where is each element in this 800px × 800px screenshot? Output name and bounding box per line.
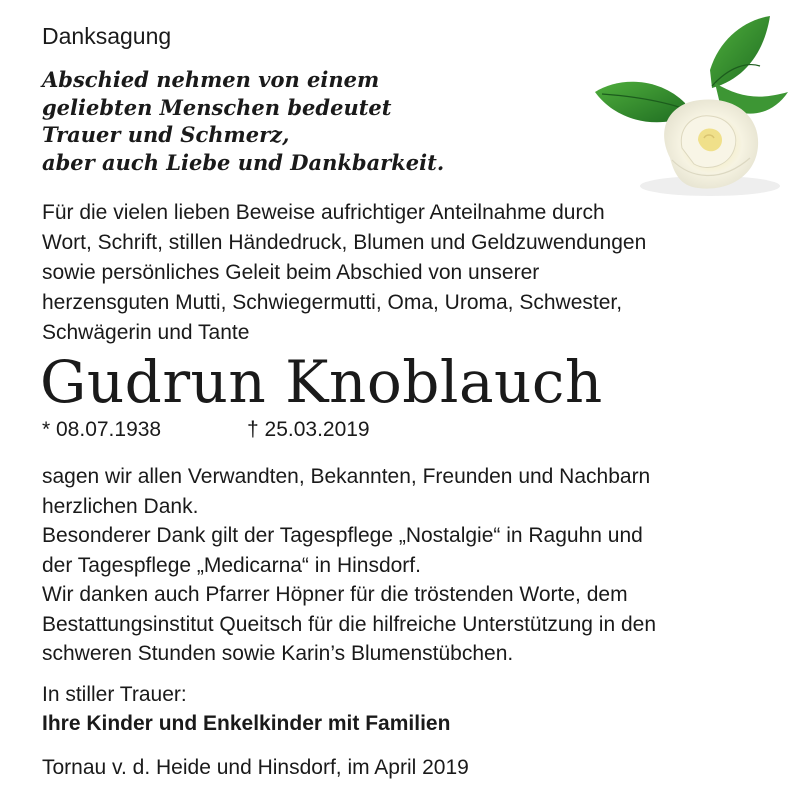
- intro-line: Für die vielen lieben Beweise aufrichtiger Anteilnahme durch: [42, 201, 605, 224]
- birth-date: * 08.07.1938: [42, 418, 162, 441]
- life-dates: [42, 416, 370, 444]
- intro-line: Wort, Schrift, stillen Händedruck, Blumen und Geldzuwendungen: [42, 231, 647, 254]
- body-line: Bestattungsinstitut Queitsch für die hilfreiche Unterstützung in den: [42, 612, 657, 636]
- white-rose-icon: [560, 8, 792, 204]
- deceased-name: Gudrun Knoblauch: [40, 348, 603, 416]
- body-line: Wir danken auch Pfarrer Höpner für die tröstenden Worte, dem: [42, 583, 628, 606]
- body-line: schweren Stunden sowie Karin’s Blumenstübchen.: [42, 642, 514, 665]
- intro-line: sowie persönliches Geleit beim Abschied von unserer: [42, 261, 540, 284]
- mourners: Ihre Kinder und Enkelkinder mit Familien: [42, 712, 451, 735]
- intro-line: herzensguten Mutti, Schwiegermutti, Oma, Uroma, Schwester,: [42, 291, 623, 314]
- body-line: herzlichen Dank.: [42, 494, 199, 518]
- place-and-date: Tornau v. d. Heide und Hinsdorf, im April 2019: [42, 756, 469, 779]
- mourning-label: In stiller Trauer:: [42, 683, 187, 706]
- opening-quote: [42, 66, 582, 176]
- quote-line: aber auch Liebe und Dankbarkeit.: [42, 149, 445, 175]
- thanks-intro: [42, 198, 782, 348]
- quote-line: Abschied nehmen von einem: [42, 67, 380, 92]
- intro-line: Schwägerin und Tante: [42, 321, 250, 344]
- body-line: Besonderer Dank gilt der Tagespflege „Nostalgie“ in Raguhn und: [42, 524, 643, 547]
- body-line: sagen wir allen Verwandten, Bekannten, Freunden und Nachbarn: [42, 465, 651, 488]
- quote-line: Trauer und Schmerz,: [42, 122, 290, 147]
- quote-line: geliebten Menschen bedeutet: [42, 94, 392, 120]
- notice-heading: Danksagung: [42, 23, 172, 49]
- body-line: der Tagespflege „Medicarna“ in Hinsdorf.: [42, 553, 421, 577]
- thanks-body: [42, 462, 782, 669]
- death-date: † 25.03.2019: [247, 418, 370, 441]
- closing-signature: [42, 680, 450, 738]
